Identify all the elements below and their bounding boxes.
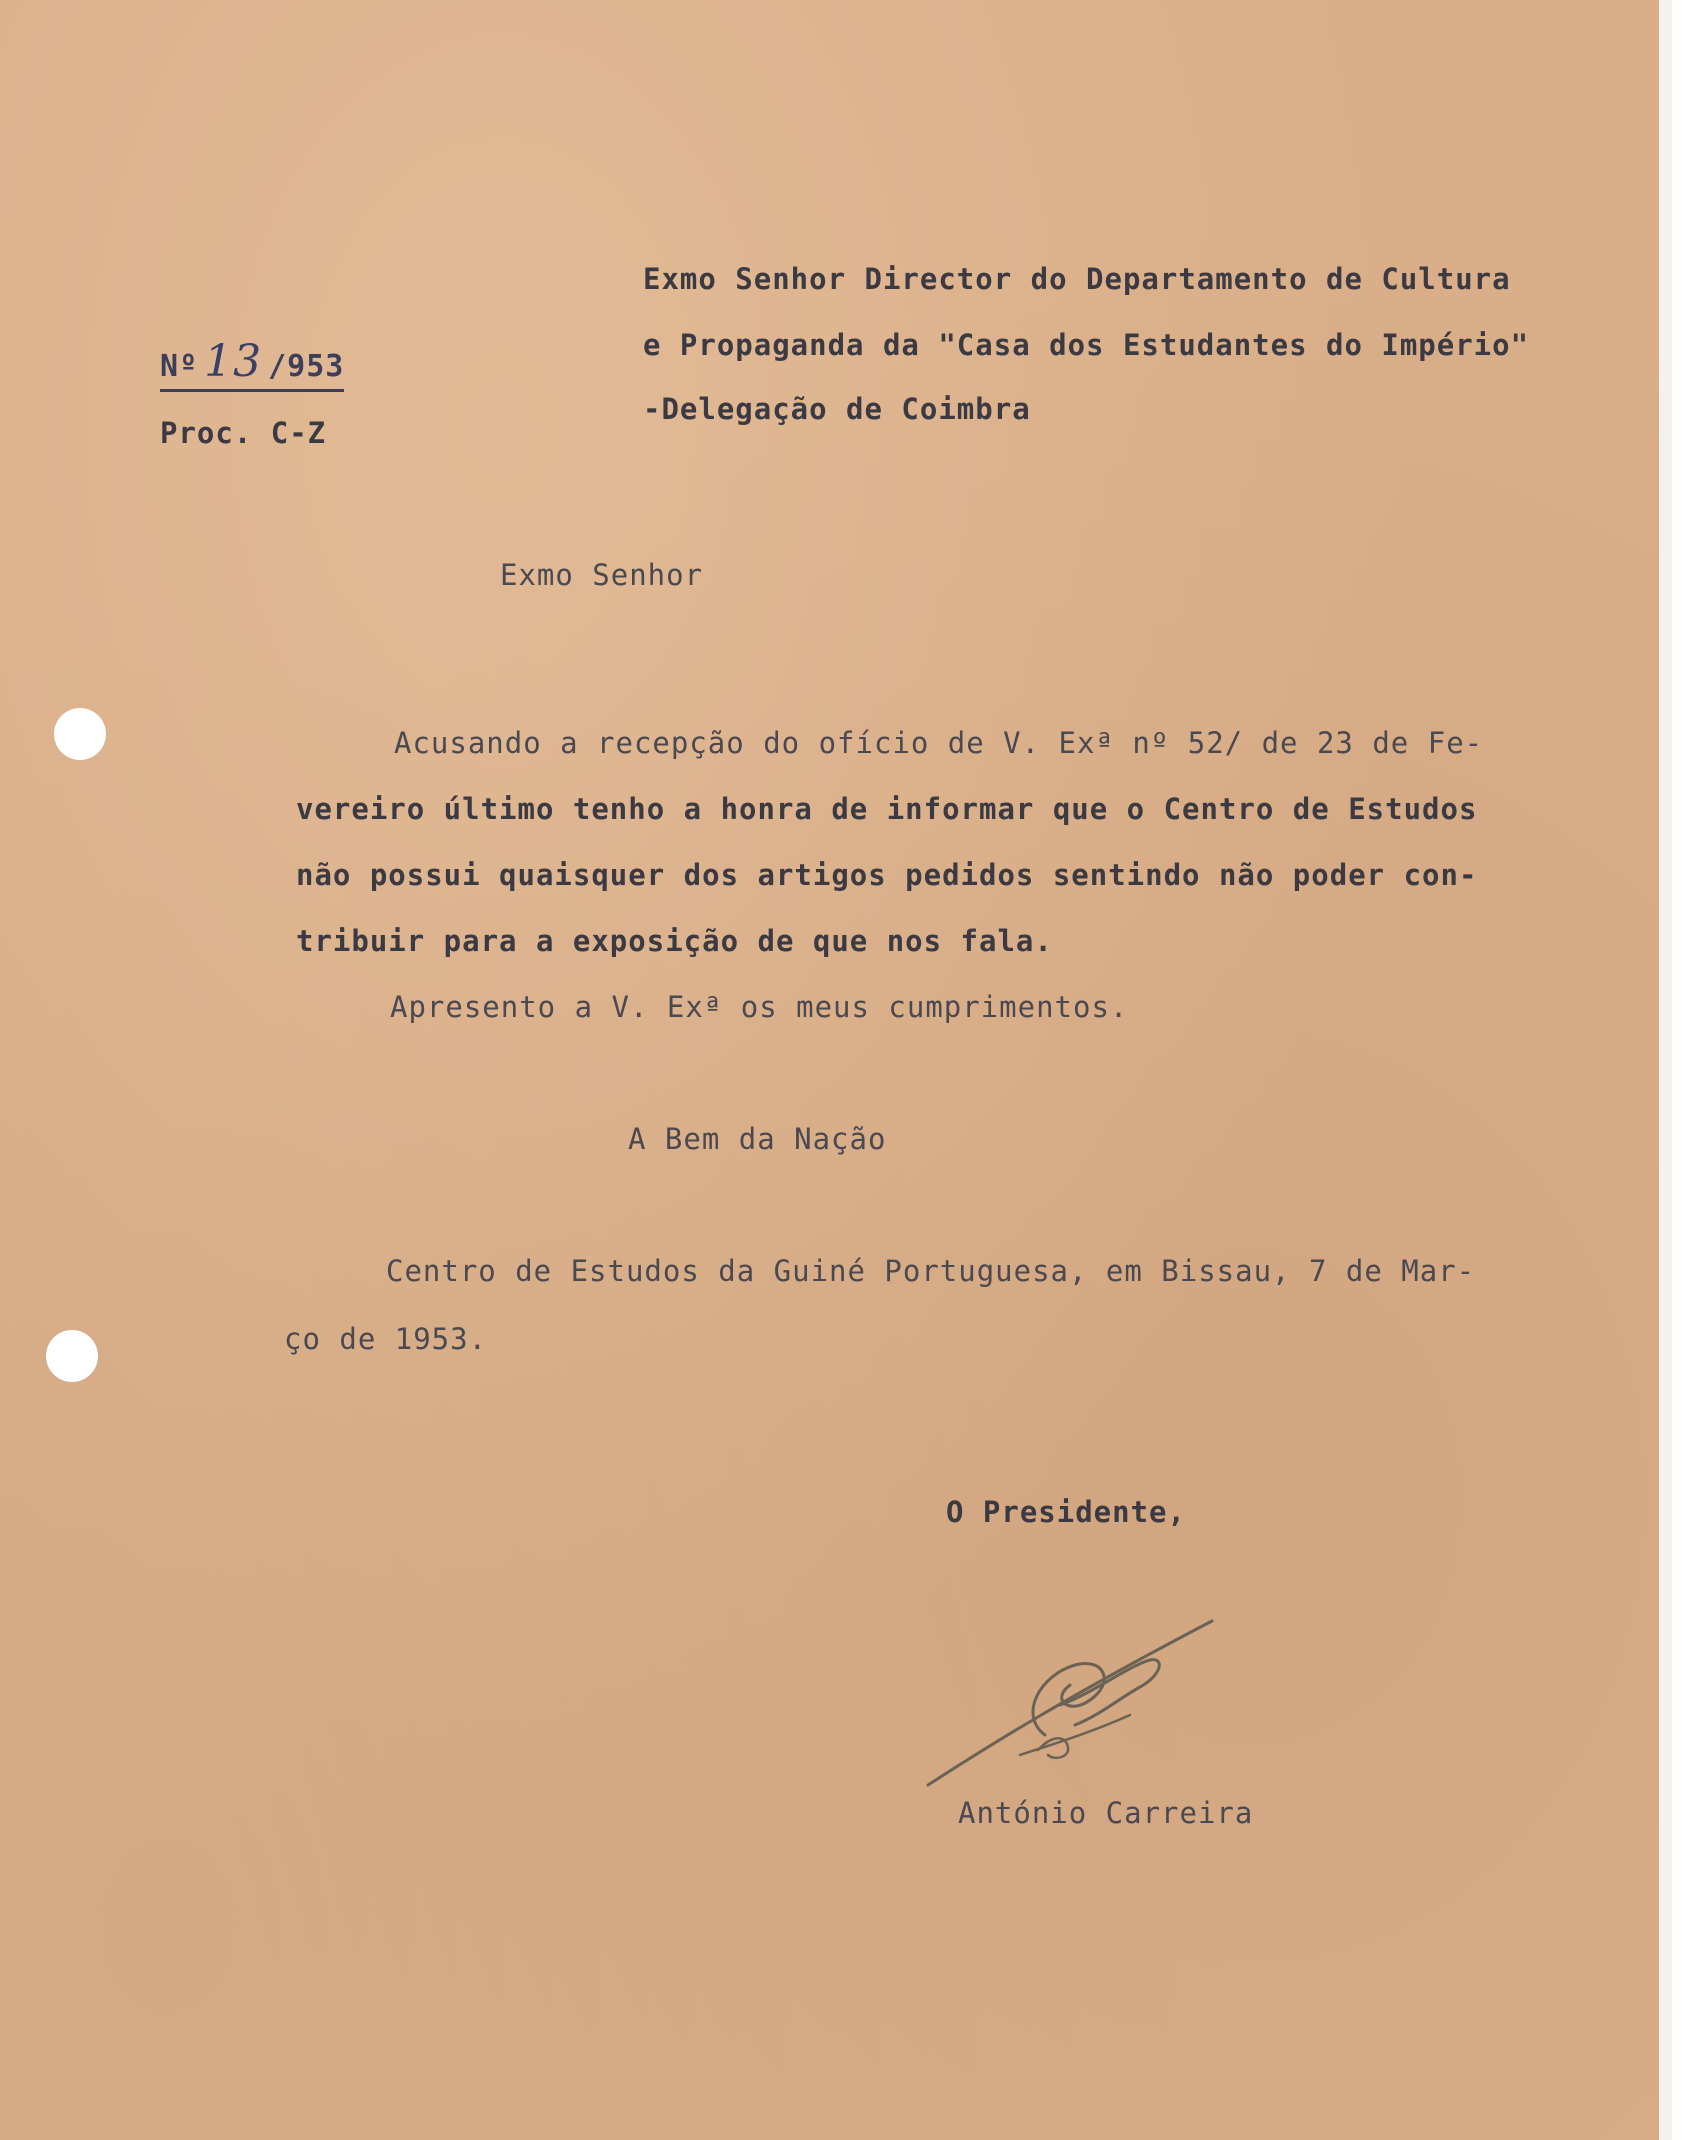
punch-hole-upper: [54, 708, 106, 760]
signature-scribble: [900, 1605, 1240, 1795]
recipient-line-1: Exmo Senhor Director do Departamento de Cultura: [643, 262, 1511, 296]
body-line-2: vereiro último tenho a honra de informar que o Centro de Estudos: [296, 792, 1478, 826]
punch-hole-lower: [46, 1330, 98, 1382]
place-date-line-1: Centro de Estudos da Guiné Portuguesa, em Bissau, 7 de Mar-: [386, 1254, 1476, 1288]
reference-number: [160, 336, 344, 392]
signer-name: António Carreira: [958, 1796, 1254, 1830]
body-line-5: Apresento a V. Exª os meus cumprimentos.: [390, 990, 1129, 1024]
recipient-line-3: -Delegação de Coimbra: [643, 392, 1031, 426]
scan-edge-strip: [1659, 0, 1672, 2140]
reference-year: /953: [268, 349, 345, 384]
recipient-line-2: e Propaganda da "Casa dos Estudantes do Império": [643, 328, 1530, 362]
body-line-3: não possui quaisquer dos artigos pedidos sentindo não poder con-: [296, 858, 1478, 892]
signer-title: O Presidente,: [946, 1495, 1186, 1529]
closing-formula: A Bem da Nação: [628, 1122, 887, 1156]
place-date-line-2: ço de 1953.: [284, 1322, 488, 1356]
reference-prefix: Nº: [160, 349, 199, 384]
body-line-1: Acusando a recepção do ofício de V. Exª nº 52/ de 23 de Fe-: [394, 726, 1484, 760]
salutation: Exmo Senhor: [500, 558, 704, 592]
reference-handwritten-number: 13: [204, 336, 263, 387]
process-code: Proc. C-Z: [160, 416, 327, 450]
body-line-4: tribuir para a exposição de que nos fala.: [296, 924, 1053, 958]
